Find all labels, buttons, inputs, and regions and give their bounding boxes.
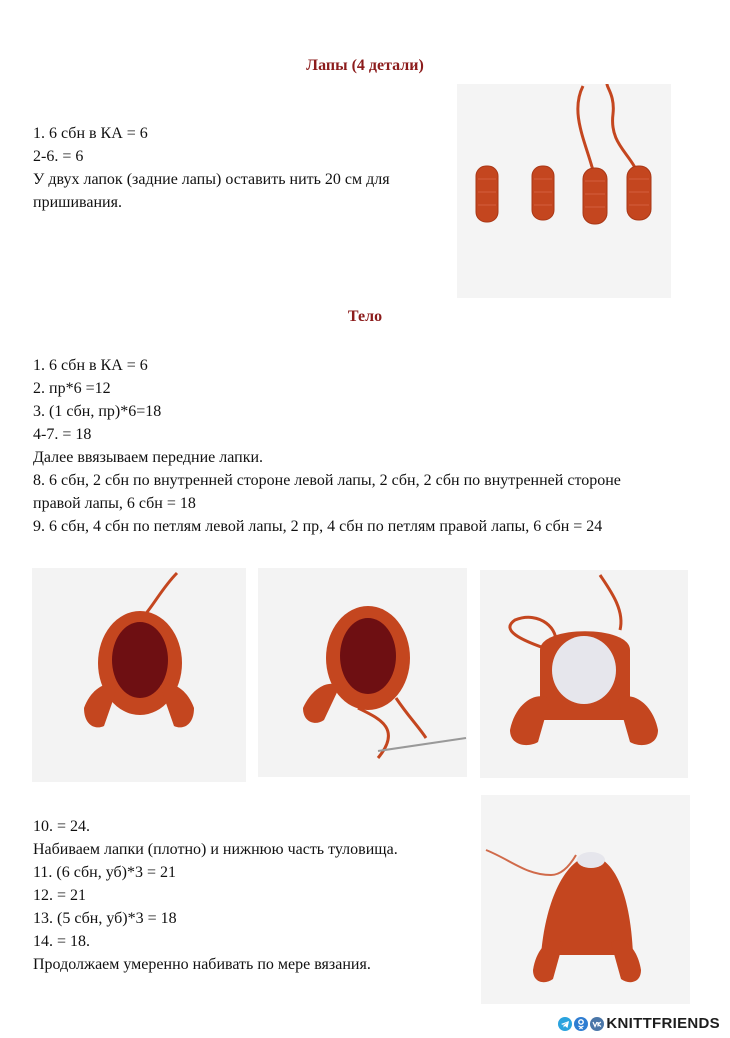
body-instructions [33,354,621,538]
body-photo-3 [480,570,688,778]
continued-line: 11. (6 сбн, уб)*3 = 21 [33,864,177,881]
body-line: 3. (1 сбн, пр)*6=18 [33,403,162,420]
body-line: Далее ввязываем передние лапки. [33,449,264,466]
brand-watermark [558,1015,720,1032]
continued-line: 13. (5 сбн, уб)*3 = 18 [33,910,177,927]
paws-line: пришивания. [33,194,122,211]
body-title: Тело [347,308,383,325]
brand-name: KNITTFRIENDS [606,1015,720,1032]
body-photo-1 [32,568,246,782]
continued-line: Продолжаем умеренно набивать по мере вязания. [33,956,371,973]
body-photo-4 [481,795,690,1004]
body-line: 4-7. = 18 [33,426,92,443]
body-photo-2 [258,568,467,777]
paws-line: У двух лапок (задние лапы) оставить нить 20 см для [33,171,390,188]
continued-line: 12. = 21 [33,887,87,904]
ok-icon [574,1017,588,1031]
body-line: 9. 6 сбн, 4 сбн по петлям левой лапы, 2 пр, 4 сбн по петлям правой лапы, 6 сбн = 24 [33,518,603,535]
body-line: 2. пр*6 =12 [33,380,111,397]
vk-icon [590,1017,604,1031]
continued-line: 14. = 18. [33,933,91,950]
telegram-icon [558,1017,572,1031]
paws-instructions [33,122,390,214]
body-line: 8. 6 сбн, 2 сбн по внутренней стороне левой лапы, 2 сбн, 2 сбн по внутренней стороне [33,472,621,489]
continued-line: 10. = 24. [33,818,91,835]
continued-line: Набиваем лапки (плотно) и нижнюю часть туловища. [33,841,398,858]
paws-line: 1. 6 сбн в КА = 6 [33,125,148,142]
paws-photo [457,84,671,298]
paws-line: 2-6. = 6 [33,148,84,165]
paws-title: Лапы (4 детали) [306,57,424,74]
continued-instructions [33,815,398,976]
body-line: 1. 6 сбн в КА = 6 [33,357,148,374]
body-line: правой лапы, 6 сбн = 18 [33,495,196,512]
